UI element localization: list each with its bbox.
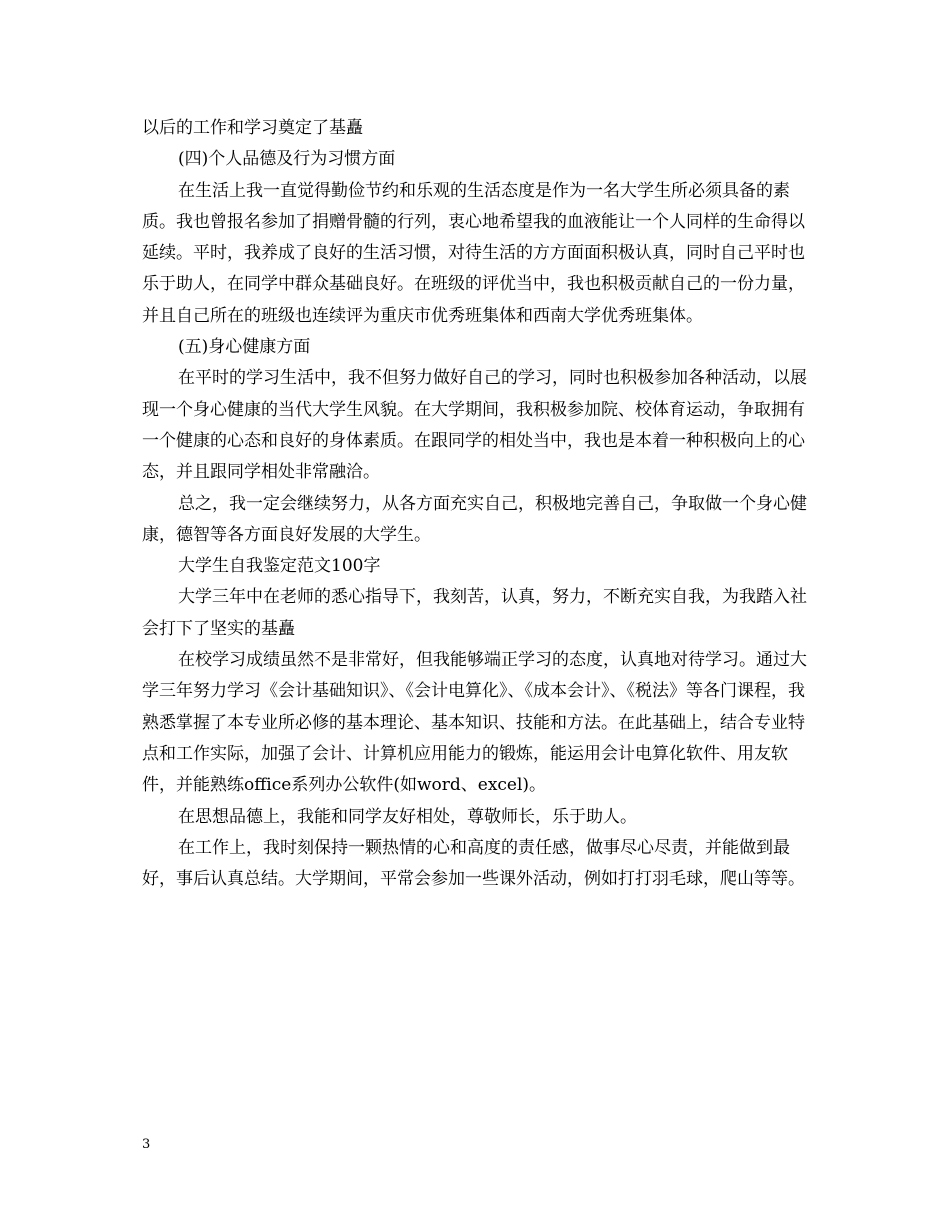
paragraph-7: 在思想品德上，我能和同学友好相处，尊敬师长，乐于助人。 xyxy=(178,806,637,827)
section-heading-5: (五)身心健康方面 xyxy=(178,337,311,358)
essay-title: 大学生自我鉴定范文100字 xyxy=(178,556,381,577)
paragraph-8: 在工作上，我时刻保持一颗热情的心和高度的责任感，做事尽心尽责，并能做到最好，事后认真总结。大学期间，平常会参加一些课外活动，例如打打羽毛球，爬山等等。 xyxy=(142,837,805,890)
page-number: 3 xyxy=(142,1137,151,1152)
document-body xyxy=(142,113,810,895)
paragraph-4: 总之，我一定会继续努力，从各方面充实自己，积极地完善自己，争取做一个身心健康，德智等各方面良好发展的大学生。 xyxy=(142,493,807,545)
paragraph-6: 在校学习成绩虽然不是非常好，但我能够端正学习的态度，认真地对待学习。通过大学三年努力学习《会计基础知识》、《会计电算化》、《成本会计》、《税法》等各门课程，我熟悉掌握了本专业所必修的基本理论、基本知识、技能和方法。在此基础上，结合专业特点和工作实际，加强了会计、计算机应用能力的锻炼，能运用会计电算化软件、用友软件，并能熟练office系列办公软件(如word、excel)。 xyxy=(142,650,807,796)
paragraph-5: 大学三年中在老师的悉心指导下，我刻苦，认真，努力，不断充实自我，为我踏入社会打下了坚实的基矗 xyxy=(142,587,807,639)
paragraph-3: 在平时的学习生活中，我不但努力做好自己的学习，同时也积极参加各种活动，以展现一个身心健康的当代大学生风貌。在大学期间，我积极参加院、校体育运动，争取拥有一个健康的心态和良好的身体素质。在跟同学的相处当中，我也是本着一种积极向上的心态，并且跟同学相处非常融洽。 xyxy=(142,368,807,483)
paragraph-1: 以后的工作和学习奠定了基矗 xyxy=(142,118,363,138)
paragraph-2: 在生活上我一直觉得勤俭节约和乐观的生活态度是作为一名大学生所必须具备的素质。我也曾报名参加了捐赠骨髓的行列，衷心地希望我的血液能让一个人同样的生命得以延续。平时，我养成了良好的生活习惯，对待生活的方方面面积极认真，同时自己平时也乐于助人，在同学中群众基础良好。在班级的评优当中，我也积极贡献自己的一份力量，并且自己所在的班级也连续评为重庆市优秀班集体和西南大学优秀班集体。 xyxy=(142,180,805,326)
section-heading-4: (四)个人品德及行为习惯方面 xyxy=(178,149,396,170)
